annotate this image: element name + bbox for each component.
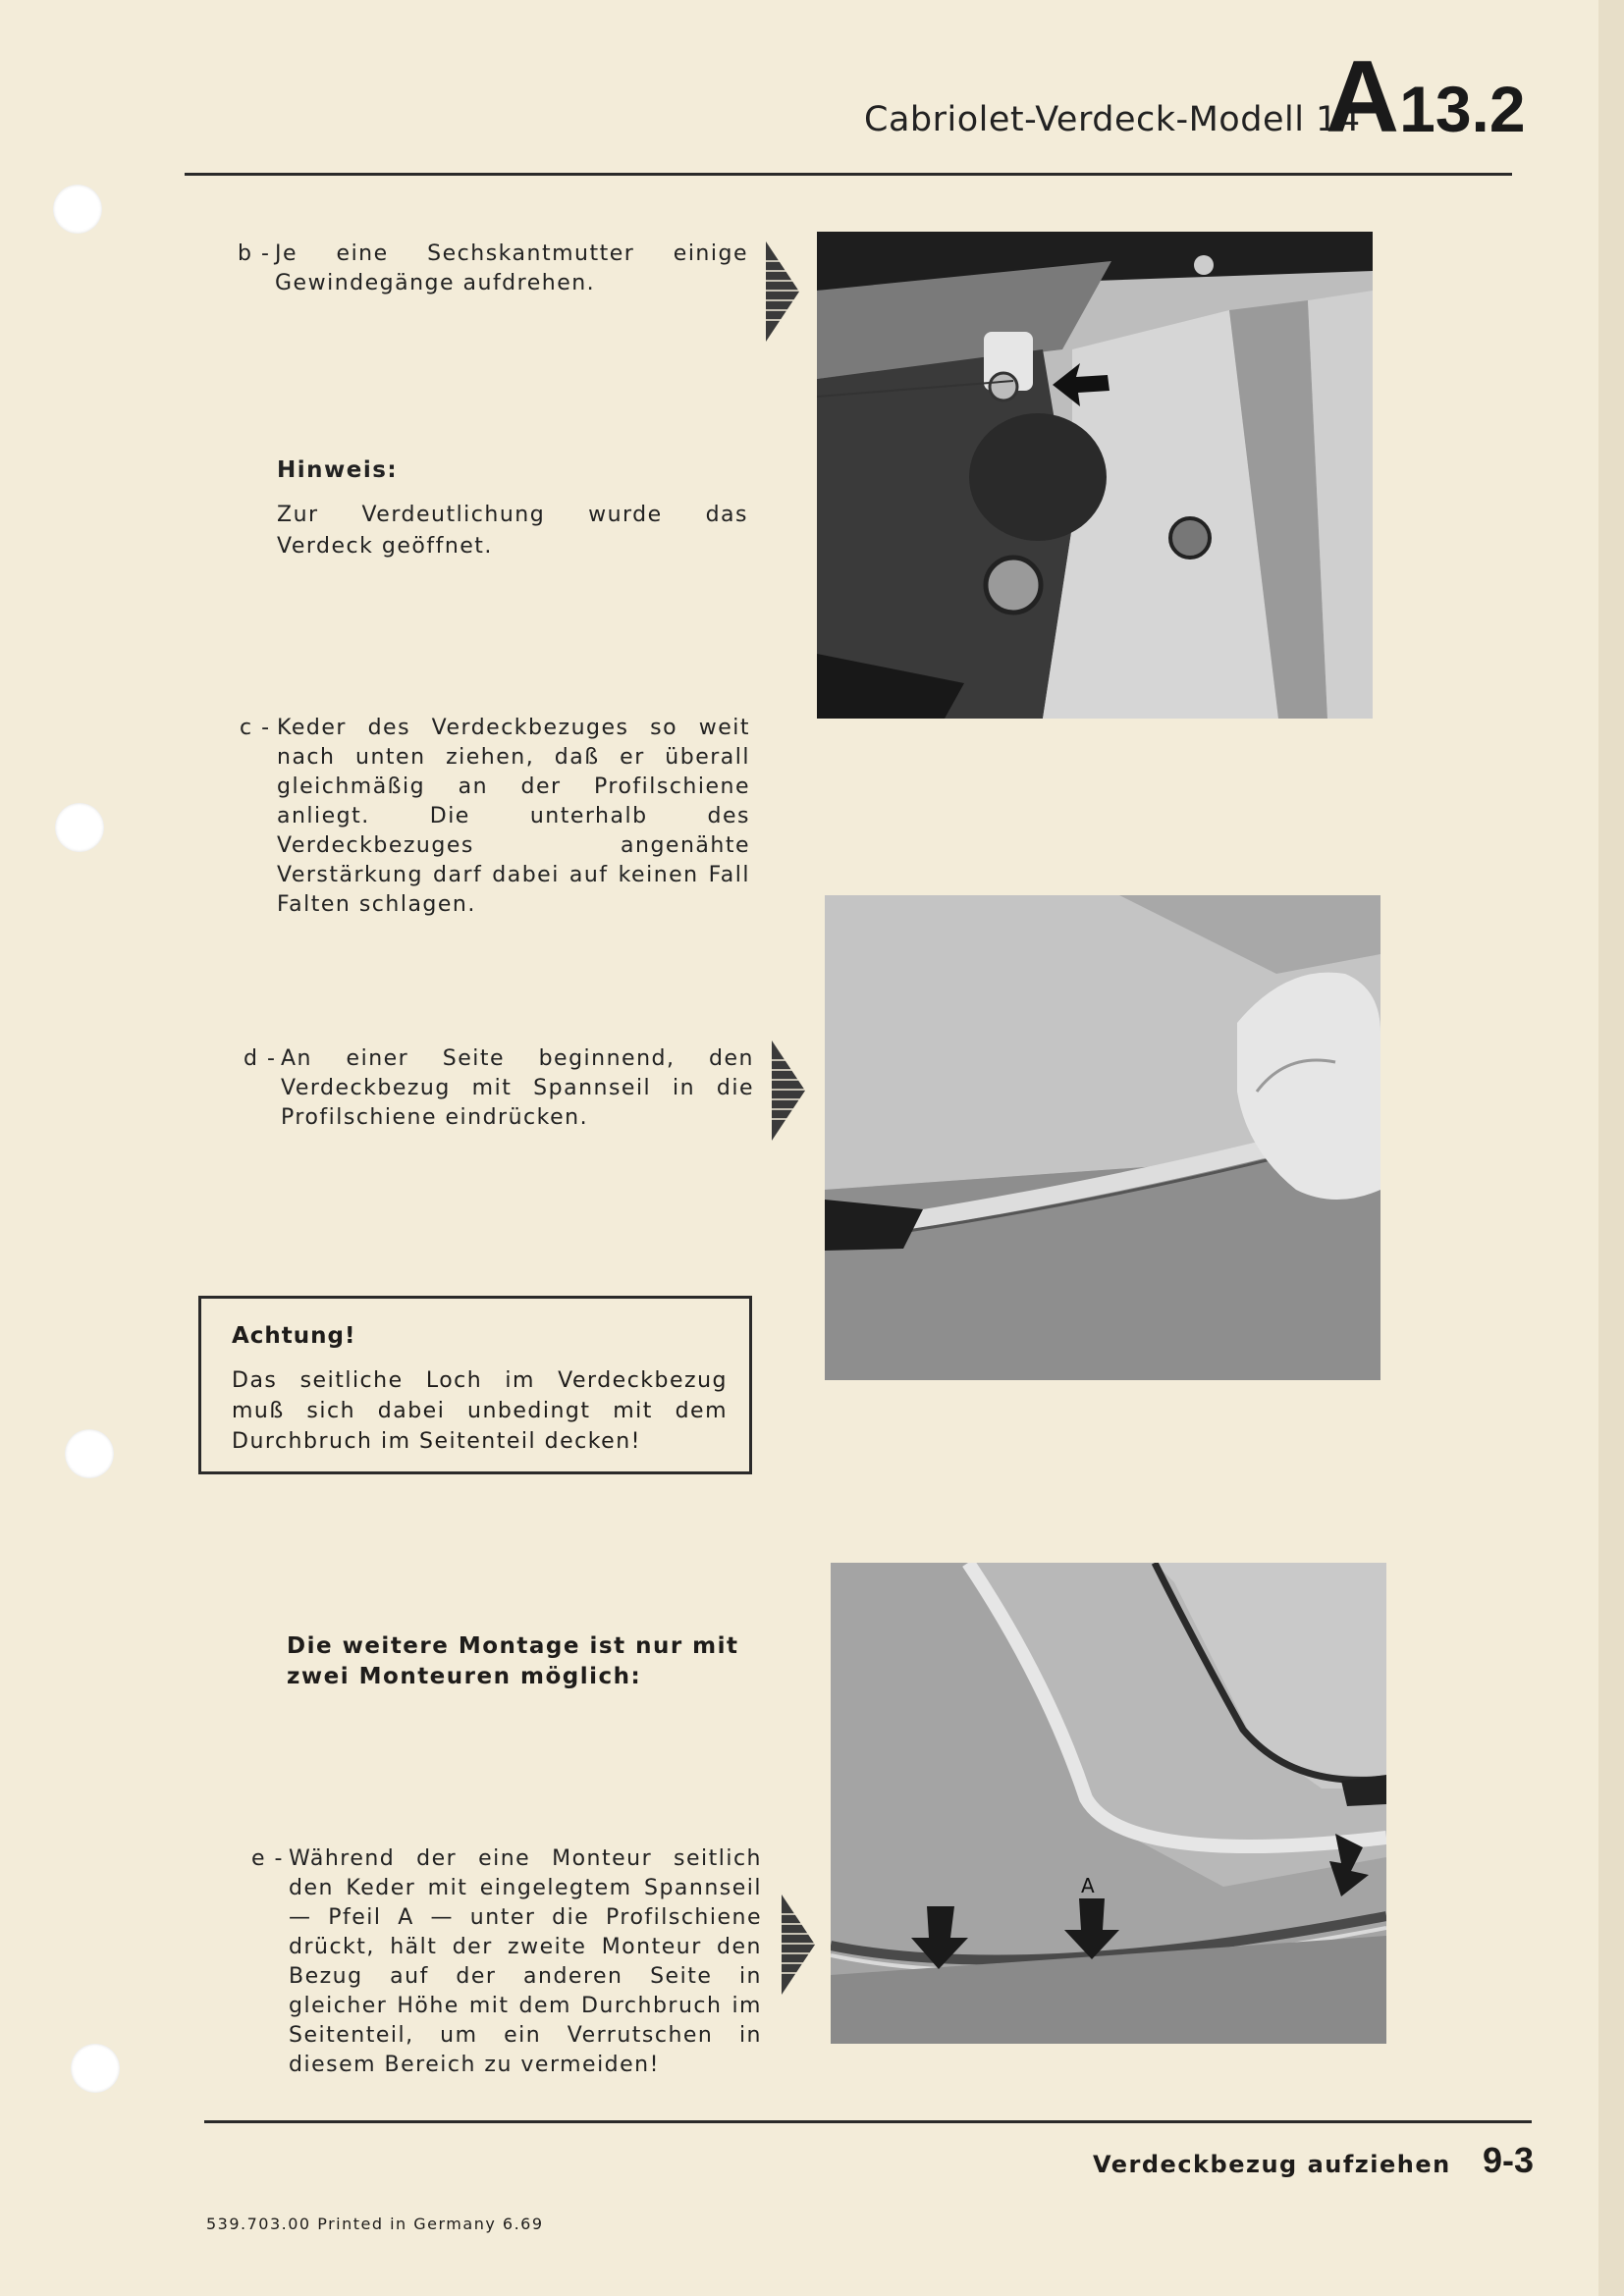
hint-text: Zur Verdeutlichung wurde das Verdeck geöffnet. (277, 503, 748, 559)
page-number: 9-3 (1483, 2140, 1535, 2180)
step-label: d - (244, 1046, 277, 1071)
photo-hand-pressing-cover (825, 895, 1380, 1380)
step-text: Während der eine Monteur seitlich den Keder mit eingelegtem Spannseil — Pfeil A — unter die Profilschiene drückt, hält der zweite Monteur den Bezug auf der anderen Seite in gleicher Höhe mit dem Durchbruch im Seitenteil, um ein Verrutschen in diesem Bereich zu vermeiden! (289, 1846, 762, 2077)
step-d (244, 1044, 754, 1133)
page-title: Cabriolet-Verdeck-Modell 14 (864, 100, 1361, 139)
photo-nut-bracket (817, 232, 1373, 719)
punch-hole (65, 1429, 114, 1478)
step-e (251, 1844, 762, 2080)
section-code (1326, 39, 1526, 156)
assembly-note: Die weitere Montage ist nur mit zwei Monteuren möglich: (287, 1633, 739, 1689)
photo-label-a: A (1081, 1874, 1095, 1897)
paper-edge (1598, 0, 1624, 2296)
punch-hole (71, 2044, 120, 2093)
step-label: b - (238, 241, 271, 266)
step-text: Je eine Sechskantmutter einige Gewindegänge aufdrehen. (275, 241, 748, 295)
pointer-arrow-icon (766, 241, 799, 342)
step-c (240, 714, 750, 920)
hint-heading: Hinweis: (277, 457, 399, 483)
warning-text: Das seitliche Loch im Verdeckbezug muß sich dabei unbedingt mit dem Durchbruch im Seitenteil decken! (232, 1368, 728, 1454)
punch-hole (53, 185, 102, 234)
photo-profile-rail (831, 1563, 1386, 2044)
footer-rule (204, 2120, 1532, 2123)
step-b (238, 240, 748, 298)
print-info: 539.703.00 Printed in Germany 6.69 (206, 2215, 544, 2233)
step-label: c - (240, 716, 271, 740)
section-code-prefix: A (1326, 40, 1400, 154)
header-rule (185, 173, 1512, 176)
pointer-arrow-icon (772, 1041, 805, 1141)
warning-heading: Achtung! (232, 1323, 356, 1349)
punch-hole (55, 803, 104, 852)
pointer-arrow-icon (782, 1895, 815, 1995)
step-text: Keder des Verdeckbezuges so weit nach unten ziehen, daß er überall gleichmäßig an der Profilschiene anliegt. Die unterhalb des Verdeckbezuges angenähte Verstärkung darf dabei auf keinen Fall Falten schlagen. (277, 716, 750, 917)
footer-section-title: Verdeckbezug aufziehen (1093, 2151, 1451, 2178)
step-label: e - (251, 1846, 284, 1871)
section-code-number: 13.2 (1399, 73, 1526, 145)
step-text: An einer Seite beginnend, den Verdeckbezug mit Spannseil in die Profilschiene eindrücken. (281, 1046, 754, 1130)
